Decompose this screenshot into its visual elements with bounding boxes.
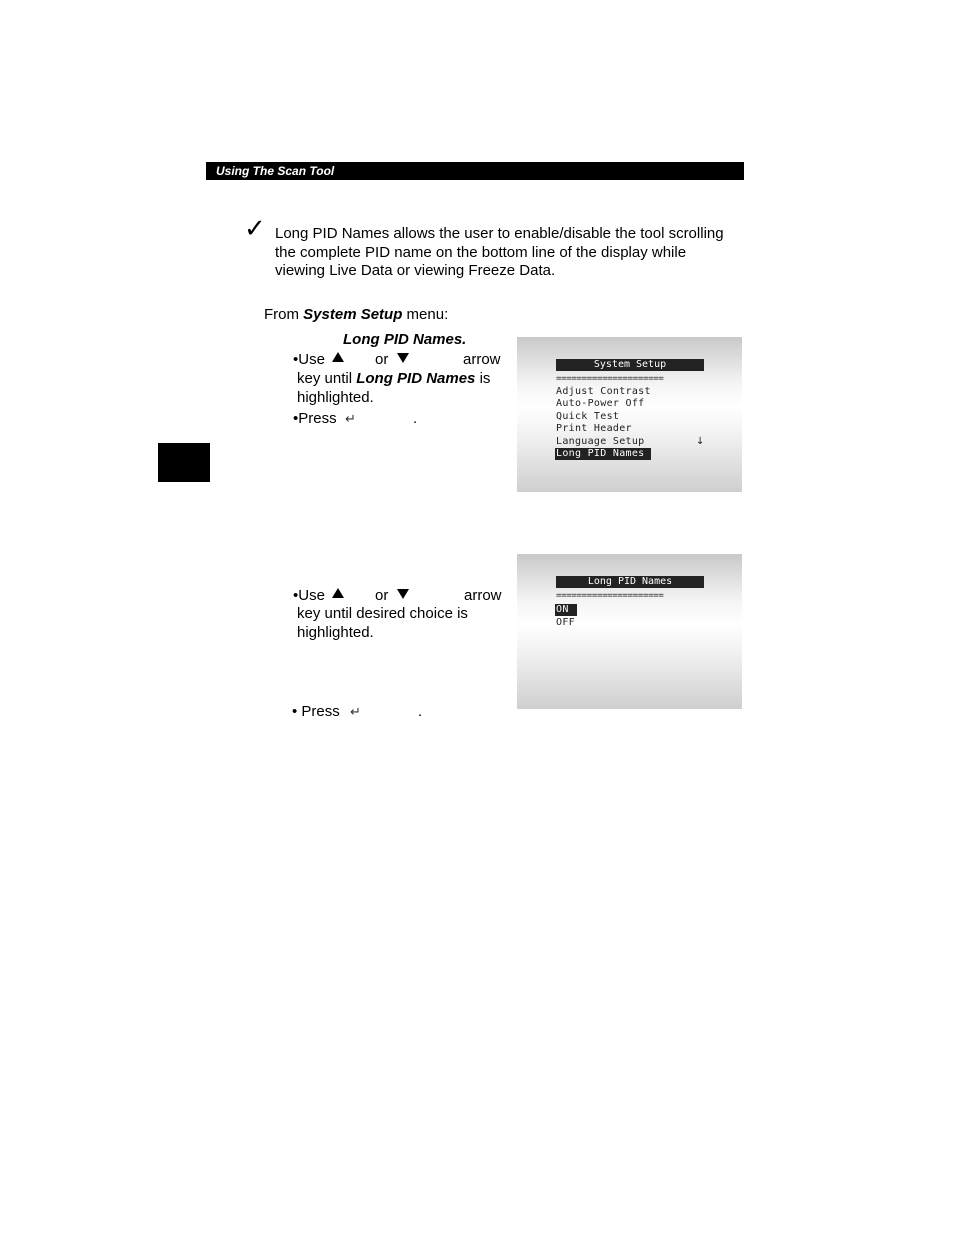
key-until-choice: key until desired choice is xyxy=(297,605,468,622)
press-label: •Press xyxy=(293,410,337,427)
enter-key-icon: ↵ xyxy=(350,705,361,720)
option-on[interactable]: ON xyxy=(555,604,577,616)
menu-item-quick-test[interactable]: Quick Test xyxy=(556,411,620,422)
highlighted-label: highlighted. xyxy=(297,389,374,406)
or-label: or xyxy=(375,351,389,368)
chapter-tab-marker xyxy=(158,443,210,482)
menu-item-adjust-contrast[interactable]: Adjust Contrast xyxy=(556,386,651,397)
screen-title: Long PID Names xyxy=(556,576,704,588)
use-label-2: •Use xyxy=(293,587,325,604)
or-label-2: or xyxy=(375,587,389,604)
screen-separator: ===================== xyxy=(556,591,664,601)
up-arrow-icon xyxy=(332,352,344,362)
long-pid-names-screen xyxy=(517,554,742,709)
screen-separator: ===================== xyxy=(556,374,664,384)
arrow-label-2: arrow xyxy=(464,587,502,604)
option-off[interactable]: OFF xyxy=(556,617,575,628)
highlight-target: Long PID Names xyxy=(356,370,476,387)
highlighted-label-2: highlighted. xyxy=(297,624,374,641)
from-menu-line: From System Setup menu: xyxy=(264,306,449,323)
select-target-label: Long PID Names. xyxy=(343,331,467,348)
menu-name: System Setup xyxy=(303,306,403,323)
menu-item-print-header[interactable]: Print Header xyxy=(556,423,632,434)
note-text: Long PID Names allows the user to enable/disable the tool scrolling the complete PID name on the bottom line of the display while viewing Live Data or viewing Freeze Data. xyxy=(275,225,724,279)
menu-item-auto-power-off[interactable]: Auto-Power Off xyxy=(556,398,645,409)
menu-item-long-pid-names[interactable]: Long PID Names xyxy=(555,448,651,460)
up-arrow-icon xyxy=(332,588,344,598)
checkmark-icon: ✓ xyxy=(244,214,266,244)
period-2: . xyxy=(418,703,423,720)
arrow-label: arrow xyxy=(463,351,501,368)
period: . xyxy=(413,410,418,427)
key-until-line: key until Long PID Names is xyxy=(297,370,491,387)
use-label: •Use xyxy=(293,351,325,368)
system-setup-screen xyxy=(517,337,742,492)
screen-title: System Setup xyxy=(556,359,704,371)
scroll-down-icon: ↓ xyxy=(696,436,705,447)
section-header-title: Using The Scan Tool xyxy=(216,164,335,178)
press-label-2: • Press xyxy=(292,703,340,720)
down-arrow-icon xyxy=(397,589,409,599)
down-arrow-icon xyxy=(397,353,409,363)
section-header-bar xyxy=(206,162,744,180)
menu-item-language-setup[interactable]: Language Setup xyxy=(556,436,645,447)
enter-key-icon: ↵ xyxy=(345,412,356,427)
